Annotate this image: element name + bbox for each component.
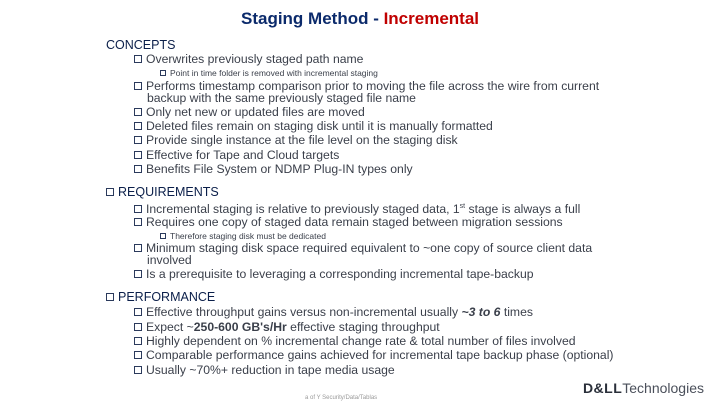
performance-item-4: Comparable performance gains achieved for incremental tape backup phase (optional) xyxy=(134,348,613,362)
performance-item-3: Highly dependent on % incremental change rate & total number of files involved xyxy=(134,334,576,348)
requirements-item-1: Incremental staging is relative to previously staged data, 1st stage is always a full xyxy=(134,200,580,216)
concepts-item-4: Deleted files remain on staging disk until it is manually formatted xyxy=(134,119,493,133)
requirements-item-3: Minimum staging disk space required equivalent to ~one copy of source client data xyxy=(134,241,592,255)
footer-text: a of Y Security/Data/Tablas xyxy=(305,395,378,401)
checkbox-icon xyxy=(134,366,142,374)
checkbox-icon xyxy=(134,151,142,159)
requirements-heading: REQUIREMENTS xyxy=(106,185,219,199)
checkbox-icon xyxy=(134,244,142,252)
checkbox-icon xyxy=(160,233,166,239)
checkbox-icon xyxy=(134,308,142,316)
requirements-sub-1: Therefore staging disk must be dedicated xyxy=(160,231,326,241)
checkbox-icon xyxy=(134,136,142,144)
performance-item-5: Usually ~70%+ reduction in tape media usage xyxy=(134,363,395,377)
concepts-item-1: Overwrites previously staged path name xyxy=(134,52,363,66)
performance-item-1: Effective throughput gains versus non-incremental usually ~3 to 6 times xyxy=(134,305,533,319)
checkbox-icon xyxy=(134,165,142,173)
requirements-item-2: Requires one copy of staged data remain staged between migration sessions xyxy=(134,215,563,229)
title-accent: Incremental xyxy=(383,9,480,28)
performance-heading: PERFORMANCE xyxy=(106,290,215,304)
checkbox-icon xyxy=(106,188,114,196)
concepts-item-3: Only net new or updated files are moved xyxy=(134,105,365,119)
performance-item-2: Expect ~250-600 GB's/Hr effective staging throughput xyxy=(134,320,440,334)
checkbox-icon xyxy=(134,337,142,345)
concepts-item-5: Provide single instance at the file level on the staging disk xyxy=(134,133,458,147)
checkbox-icon xyxy=(134,270,142,278)
checkbox-icon xyxy=(106,293,114,301)
checkbox-icon xyxy=(134,122,142,130)
logo-suffix: Technologies xyxy=(622,380,704,396)
concepts-heading: CONCEPTS xyxy=(106,38,176,52)
checkbox-icon xyxy=(134,82,142,90)
checkbox-icon xyxy=(134,108,142,116)
concepts-item-6: Effective for Tape and Cloud targets xyxy=(134,148,339,162)
checkbox-icon xyxy=(134,218,142,226)
checkbox-icon xyxy=(134,323,142,331)
concepts-sub-1: Point in time folder is removed with incremental staging xyxy=(160,68,378,78)
checkbox-icon xyxy=(160,70,166,76)
concepts-item-2: Performs timestamp comparison prior to moving the file across the wire from current xyxy=(134,79,599,93)
title-main: Staging Method - xyxy=(240,9,384,28)
checkbox-icon xyxy=(134,205,142,213)
concepts-item-2-cont: backup with the same previously staged file name xyxy=(147,91,416,105)
concepts-item-7: Benefits File System or NDMP Plug-IN types only xyxy=(134,162,413,176)
checkbox-icon xyxy=(134,55,142,63)
checkbox-icon xyxy=(134,351,142,359)
page-title xyxy=(0,9,720,29)
brand-logo xyxy=(583,380,704,396)
logo-brand: D&LL xyxy=(582,380,623,396)
requirements-item-4: Is a prerequisite to leveraging a corresponding incremental tape-backup xyxy=(134,267,534,281)
requirements-item-3-cont: involved xyxy=(147,253,192,267)
